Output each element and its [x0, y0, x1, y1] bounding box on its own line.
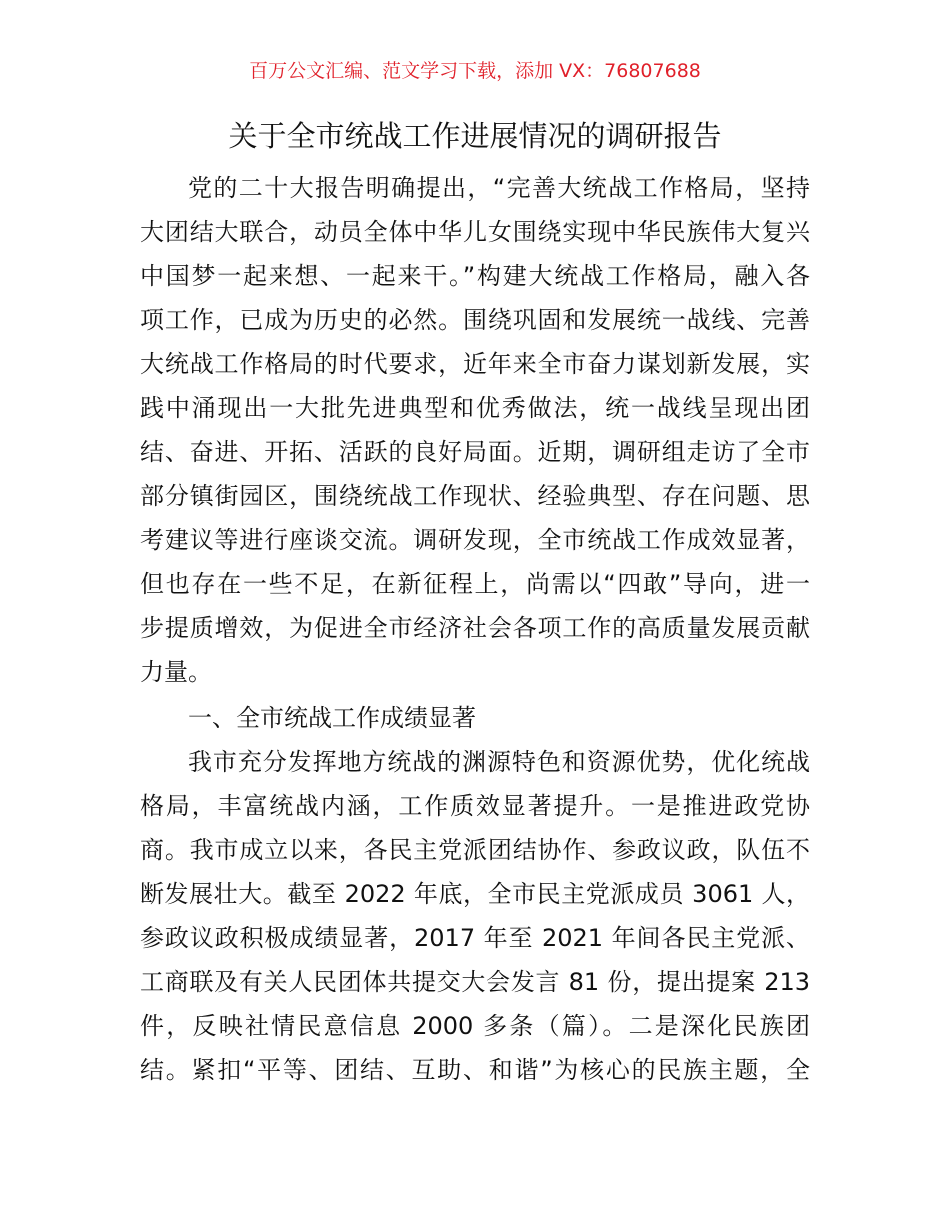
- document-title: 关于全市统战工作进展情况的调研报告: [228, 119, 722, 153]
- text-line: 件，反映社情民意信息 2000 多条（篇）。二是深化民族团: [140, 1012, 810, 1040]
- text-line: 党的二十大报告明确提出，“完善大统战工作格局，坚持: [188, 174, 810, 202]
- text-line: 商。我市成立以来，各民主党派团结协作、参政议政，队伍不: [140, 836, 810, 864]
- text-line: 大团结大联合，动员全体中华儿女围绕实现中华民族伟大复兴: [140, 218, 810, 246]
- section-heading-1: [140, 696, 810, 740]
- text-line: 考建议等进行座谈交流。调研发现，全市统战工作成效显著，: [140, 526, 810, 554]
- text-line: 中国梦一起来想、一起来干。”构建大统战工作格局，融入各: [140, 262, 810, 290]
- text-line: 大统战工作格局的时代要求，近年来全市奋力谋划新发展，实: [140, 350, 810, 378]
- text-line: 步提质增效，为促进全市经济社会各项工作的高质量发展贡献: [140, 614, 810, 642]
- text-line: 但也存在一些不足，在新征程上，尚需以“四敢”导向，进一: [140, 570, 810, 598]
- text-line: 践中涌现出一大批先进典型和优秀做法，统一战线呈现出团: [140, 394, 810, 422]
- paragraph-intro: [140, 166, 810, 694]
- text-line: 我市充分发挥地方统战的渊源特色和资源优势，优化统战: [188, 748, 810, 776]
- text-line: 工商联及有关人民团体共提交大会发言 81 份，提出提案 213: [140, 968, 810, 996]
- text-line: 结。紧扣“平等、团结、互助、和谐”为核心的民族主题，全: [140, 1056, 810, 1084]
- text-line: 力量。: [140, 658, 212, 686]
- text-line: 项工作，已成为历史的必然。围绕巩固和发展统一战线、完善: [140, 306, 810, 334]
- text-line: 格局，丰富统战内涵，工作质效显著提升。一是推进政党协: [140, 792, 810, 820]
- text-line: 部分镇街园区，围绕统战工作现状、经验典型、存在问题、思: [140, 482, 810, 510]
- paragraph-achievements: [140, 740, 810, 1092]
- text-line: 断发展壮大。截至 2022 年底，全市民主党派成员 3061 人，: [140, 880, 810, 908]
- watermark-header: 百万公文汇编、范文学习下载，添加 VX：76807688: [249, 60, 701, 82]
- text-line: 参政议政积极成绩显著，2017 年至 2021 年间各民主党派、: [140, 924, 810, 952]
- text-line: 结、奋进、开拓、活跃的良好局面。近期，调研组走访了全市: [140, 438, 810, 466]
- section-heading-text: 一、全市统战工作成绩显著: [188, 704, 476, 732]
